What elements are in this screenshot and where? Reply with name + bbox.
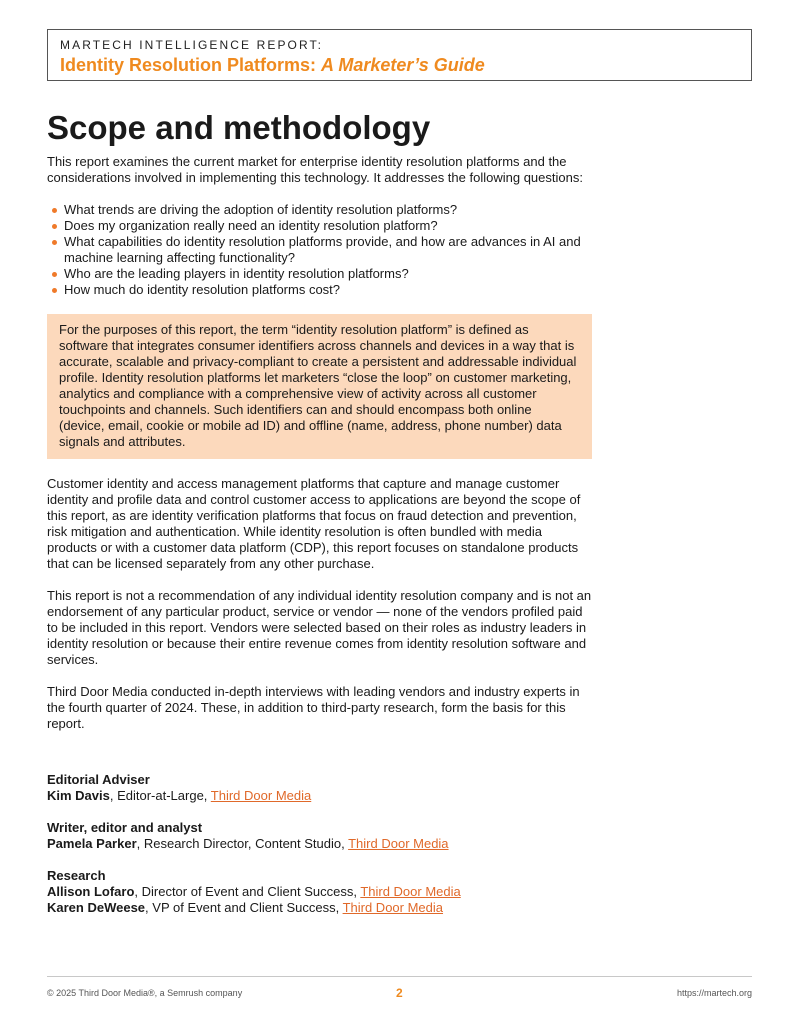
credits-section: [47, 772, 592, 916]
body-paragraph: Third Door Media conducted in-depth interviews with leading vendors and industry experts in the fourth quarter of 2024. These, in addition to third-party research, form the basis for this report.: [47, 684, 580, 731]
credit-role: , Editor-at-Large,: [109, 788, 211, 803]
credit-name: Allison Lofaro: [47, 884, 135, 899]
question-item: What capabilities do identity resolution platforms provide, and how are advances in AI and machine learning affecting functionality?: [64, 234, 592, 266]
questions-list: [47, 202, 592, 298]
question-item: Who are the leading players in identity resolution platforms?: [64, 266, 592, 282]
credit-heading: Writer, editor and analyst: [47, 820, 203, 835]
third-door-media-link[interactable]: Third Door Media: [210, 788, 312, 803]
credit-line: [47, 788, 592, 804]
definition-callout: For the purposes of this report, the term “identity resolution platform” is defined as software that integrates consumer identifiers across channels and devices in a way that is accurate, scalable and privacy-compliant to create a persistent and addressable individual profile. Identity resolution platforms let marketers “close the loop” on customer marketing, analytics and compliance with a comprehensive view of activity across all customer touchpoints and channels. Such identifiers can and should encompass both online (device, email, cookie or mobile ad ID) and offline (name, address, phone number) data signals and attributes.: [47, 314, 592, 459]
body-paragraph: This report is not a recommendation of any individual identity resolution company and is not an endorsement of any particular product, service or vendor — none of the vendors profiled paid to be included in this report. Vendors were selected based on their roles as industry leaders in identity resolution or because their entire revenue comes from identity resolution software and services.: [47, 588, 592, 667]
credit-line: [47, 900, 592, 916]
page-title: Scope and methodology: [47, 109, 431, 146]
third-door-media-link[interactable]: Third Door Media: [342, 900, 444, 915]
credit-group-research: [47, 868, 592, 916]
report-series-label: MARTECH INTELLIGENCE REPORT:: [60, 38, 324, 52]
credit-name: Karen DeWeese: [47, 900, 146, 915]
report-title-main: Identity Resolution Platforms:: [60, 55, 322, 75]
credit-heading: Editorial Adviser: [47, 772, 150, 787]
intro-paragraph: This report examines the current market for enterprise identity resolution platforms and the considerations involved in implementing this technology. It addresses the following questions:: [47, 154, 583, 185]
credit-name: Kim Davis: [47, 788, 110, 803]
question-item: Does my organization really need an identity resolution platform?: [64, 218, 592, 234]
footer-divider: [47, 976, 752, 977]
main-content: [47, 154, 592, 932]
report-title: [60, 55, 739, 75]
body-paragraph: Customer identity and access management platforms that capture and manage customer identity and profile data and control customer access to applications are beyond the scope of this report, as are identity verification platforms that focus on fraud detection and prevention, risk mitigation and authentication. While identity resolution is often bundled with media products or with a customer data platform (CDP), this report focuses on standalone products that can be licensed separately from any other purchase.: [47, 476, 581, 571]
question-item: What trends are driving the adoption of identity resolution platforms?: [64, 202, 592, 218]
credit-role: , Director of Event and Client Success,: [134, 884, 361, 899]
credit-group-writer: [47, 820, 592, 852]
footer-url[interactable]: https://martech.org: [676, 988, 752, 998]
report-title-italic: A Marketer’s Guide: [321, 55, 485, 75]
third-door-media-link[interactable]: Third Door Media: [360, 884, 461, 899]
third-door-media-link[interactable]: Third Door Media: [348, 836, 449, 851]
credit-role: , VP of Event and Client Success,: [145, 900, 343, 915]
question-item: How much do identity resolution platforms cost?: [64, 282, 592, 298]
footer-copyright: © 2025 Third Door Media®, a Semrush company: [47, 988, 243, 998]
page-number: 2: [396, 986, 403, 1000]
credit-name: Pamela Parker: [47, 836, 137, 851]
credit-line: [47, 884, 592, 900]
credit-heading: Research: [47, 868, 106, 883]
credit-role: , Research Director, Content Studio,: [136, 836, 349, 851]
credit-group-editorial-adviser: [47, 772, 592, 804]
credit-line: [47, 836, 592, 852]
report-header: [47, 29, 752, 81]
